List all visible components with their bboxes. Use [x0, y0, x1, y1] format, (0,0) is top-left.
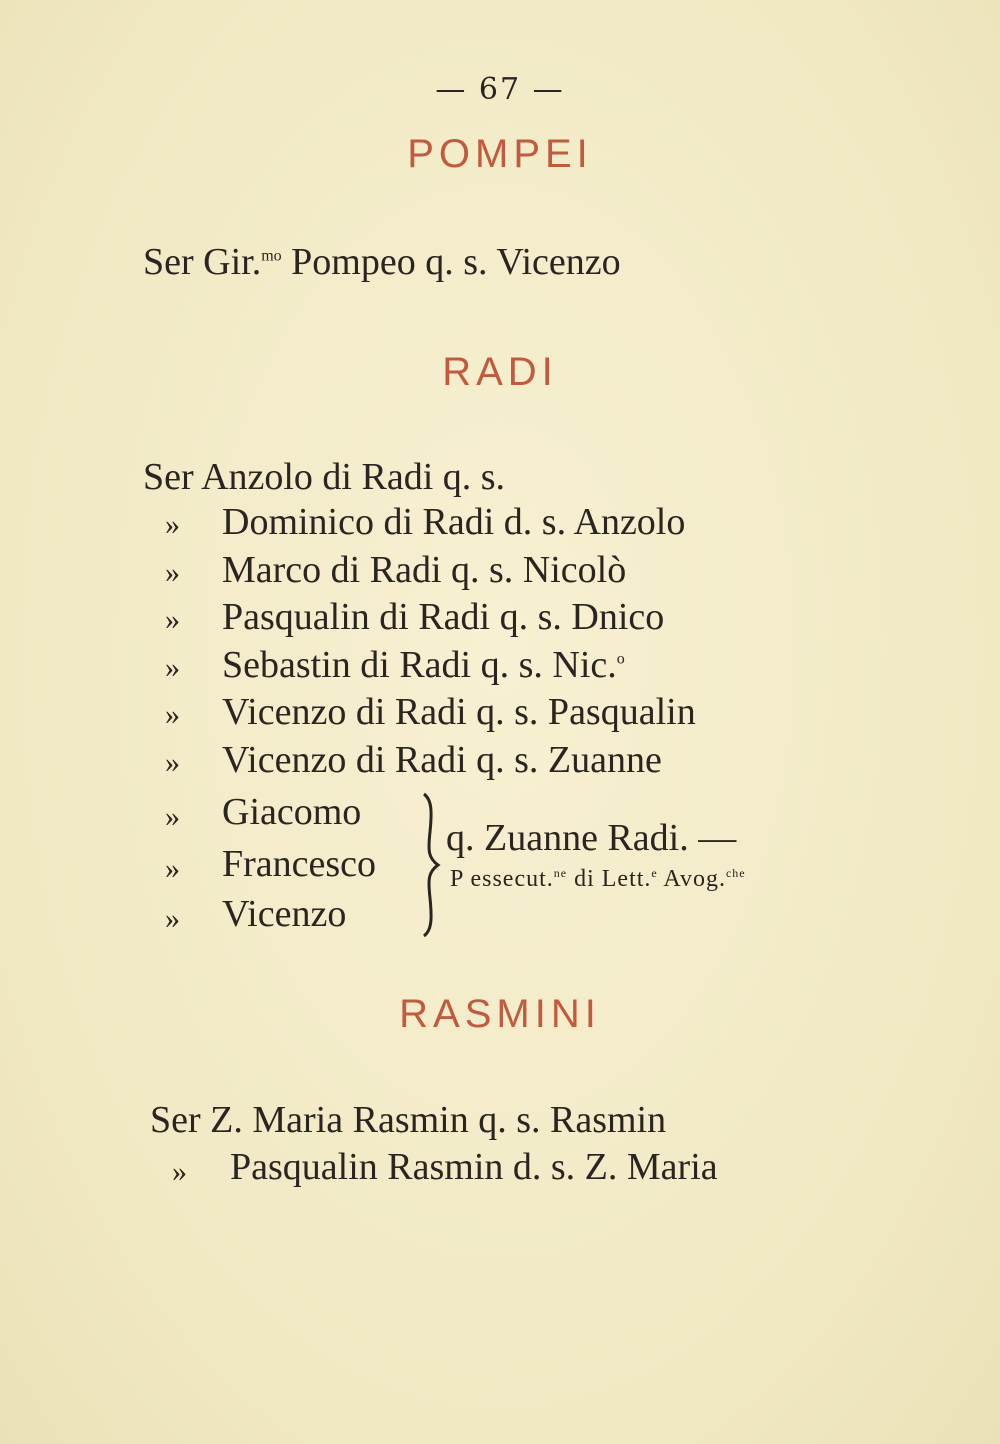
group-name-giacomo: Giacomo — [222, 791, 362, 833]
entry-text: Z. Maria Rasmin q. s. Rasmin — [210, 1099, 667, 1141]
ditto-mark: » — [165, 556, 180, 589]
entry-text: Anzolo di Radi q. s. — [201, 456, 506, 498]
entry-radi-6: Vicenzo di Radi q. s. Pasqualin — [222, 691, 696, 733]
entry-rasmini-2: Pasqualin Rasmin d. s. Z. Maria — [230, 1146, 718, 1188]
entry-radi-2: Dominico di Radi d. s. Anzolo — [222, 501, 686, 543]
grouping-brace — [410, 792, 450, 938]
ditto-mark: » — [165, 902, 180, 935]
group-note-line2: P essecut.$^{ne}$ di Lett.$^e$ Avog.$^{che}$ — [450, 866, 746, 892]
section-title-radi: RADI — [442, 350, 558, 394]
group-name-francesco: Francesco — [222, 843, 377, 885]
group-name-vicenzo: Vicenzo — [222, 893, 347, 935]
ditto-mark: » — [165, 746, 180, 779]
ditto-mark: » — [165, 651, 180, 684]
entry-prefix: Ser — [143, 456, 194, 498]
entry-radi-4: Pasqualin di Radi q. s. Dnico — [222, 596, 665, 638]
entry-text: Pompeo q. s. Vicenzo — [291, 241, 621, 283]
entry-rasmini-1 — [150, 1098, 666, 1142]
entry-radi-1 — [143, 455, 505, 499]
entry-radi-5: Sebastin di Radi q. s. Nic.$^o$ — [222, 644, 625, 686]
page-number: — 67 — — [435, 72, 565, 107]
entry-pompei-1 — [143, 240, 621, 284]
ditto-mark: » — [165, 800, 180, 833]
ditto-mark: » — [165, 603, 180, 636]
ditto-mark: » — [172, 1155, 187, 1188]
section-title-rasmini: RASMINI — [399, 992, 601, 1036]
ditto-mark: » — [165, 508, 180, 541]
entry-prefix: Ser — [150, 1099, 201, 1141]
entry-name-sup: mo — [261, 247, 282, 265]
entry-prefix: Ser — [143, 241, 194, 283]
entry-radi-7: Vicenzo di Radi q. s. Zuanne — [222, 739, 662, 781]
entry-radi-3: Marco di Radi q. s. Nicolò — [222, 549, 627, 591]
ditto-mark: » — [165, 852, 180, 885]
ditto-mark: » — [165, 698, 180, 731]
group-note-line1: q. Zuanne Radi. — — [446, 817, 737, 859]
entry-name: Gir. — [203, 241, 262, 283]
section-title-pompei: POMPEI — [407, 132, 593, 176]
